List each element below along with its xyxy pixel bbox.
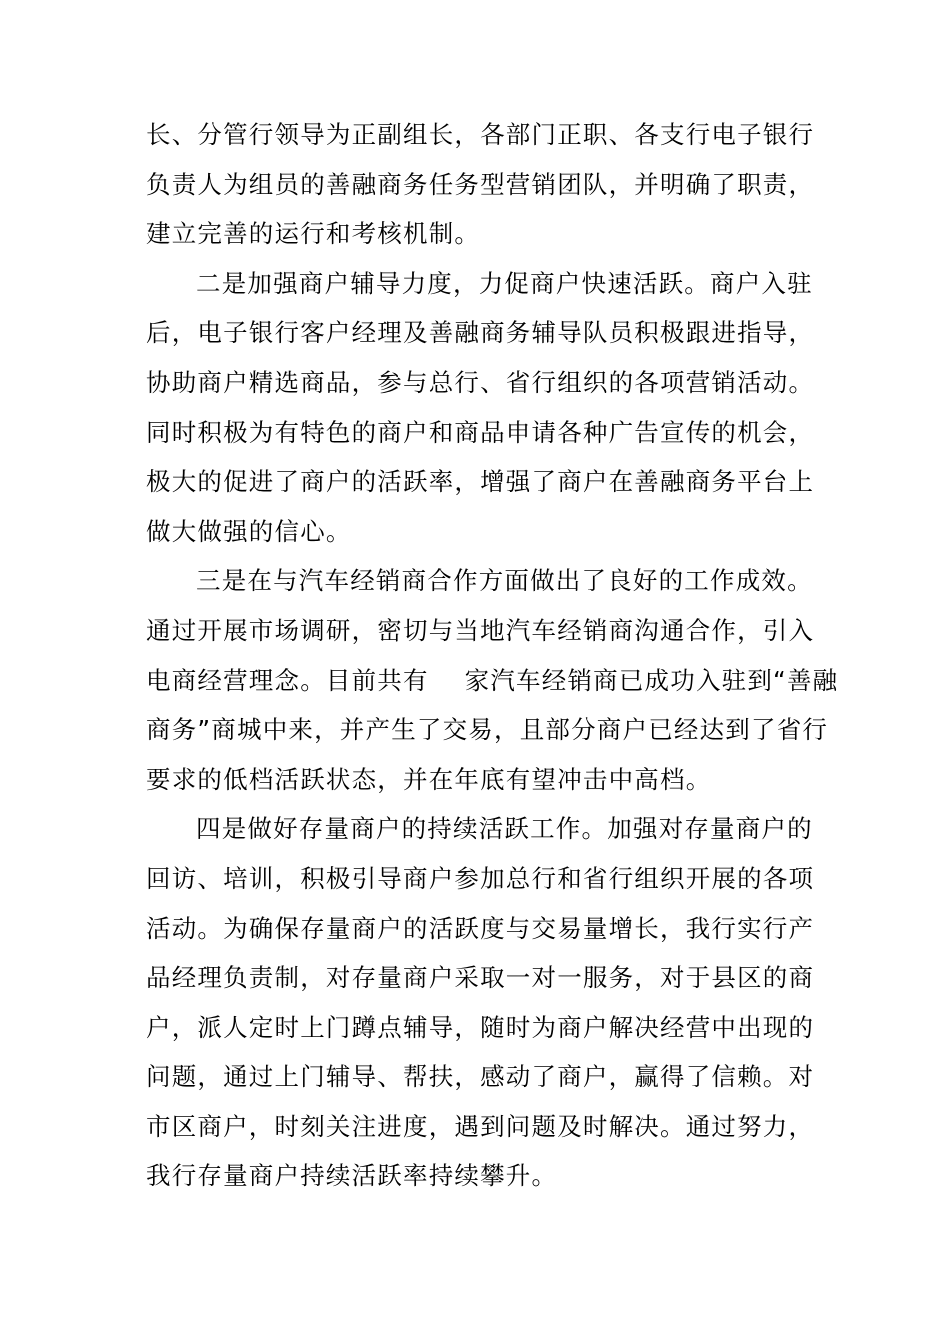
text-line: 二是加强商户辅导力度，力促商户快速活跃。商户入驻 — [196, 268, 813, 298]
text-line: 品经理负责制，对存量商户采取一对一服务，对于县区的商 — [146, 963, 815, 993]
text-line: 问题，通过上门辅导、帮扶，感动了商户，赢得了信赖。对 — [146, 1062, 815, 1092]
text-line: 负责人为组员的善融商务任务型营销团队，并明确了职责， — [146, 169, 815, 199]
text-line: 同时积极为有特色的商户和商品申请各种广告宣传的机会， — [146, 417, 815, 447]
text-line: 电商经营理念。目前共有 家汽车经销商已成功入驻到“善融 — [146, 665, 839, 695]
paragraph-existing-merchants — [146, 804, 816, 1201]
text-line: 协助商户精选商品，参与总行、省行组织的各项营销活动。 — [146, 367, 815, 397]
text-line: 户，派人定时上门蹲点辅导，随时为商户解决经营中出现的 — [146, 1012, 815, 1042]
paragraph-auto-dealers — [146, 556, 839, 804]
text-line: 通过开展市场调研，密切与当地汽车经销商沟通合作，引入 — [146, 615, 815, 645]
text-line: 活动。为确保存量商户的活跃度与交易量增长，我行实行产 — [146, 913, 815, 943]
text-line: 后，电子银行客户经理及善融商务辅导队员积极跟进指导， — [146, 318, 815, 348]
text-line: 长、分管行领导为正副组长，各部门正职、各支行电子银行 — [146, 120, 815, 149]
text-line: 市区商户，时刻关注进度，遇到问题及时解决。通过努力， — [146, 1111, 815, 1141]
text-line: 商务”商城中来，并产生了交易，且部分商户已经达到了省行 — [146, 715, 829, 745]
text-line: 极大的促进了商户的活跃率，增强了商户在善融商务平台上 — [146, 467, 815, 497]
text-line: 做大做强的信心。 — [146, 516, 352, 546]
text-line: 建立完善的运行和考核机制。 — [146, 219, 481, 249]
document-body — [146, 110, 839, 1201]
text-line: 我行存量商户持续活跃率持续攀升。 — [146, 1161, 558, 1191]
text-line: 四是做好存量商户的持续活跃工作。加强对存量商户的 — [196, 814, 813, 844]
text-line: 要求的低档活跃状态，并在年底有望冲击中高档。 — [146, 764, 712, 794]
paragraph-merchant-guidance — [146, 259, 816, 557]
paragraph-team-building — [146, 110, 816, 259]
text-line: 回访、培训，积极引导商户参加总行和省行组织开展的各项 — [146, 863, 815, 893]
text-line: 三是在与汽车经销商合作方面做出了良好的工作成效。 — [196, 566, 813, 596]
